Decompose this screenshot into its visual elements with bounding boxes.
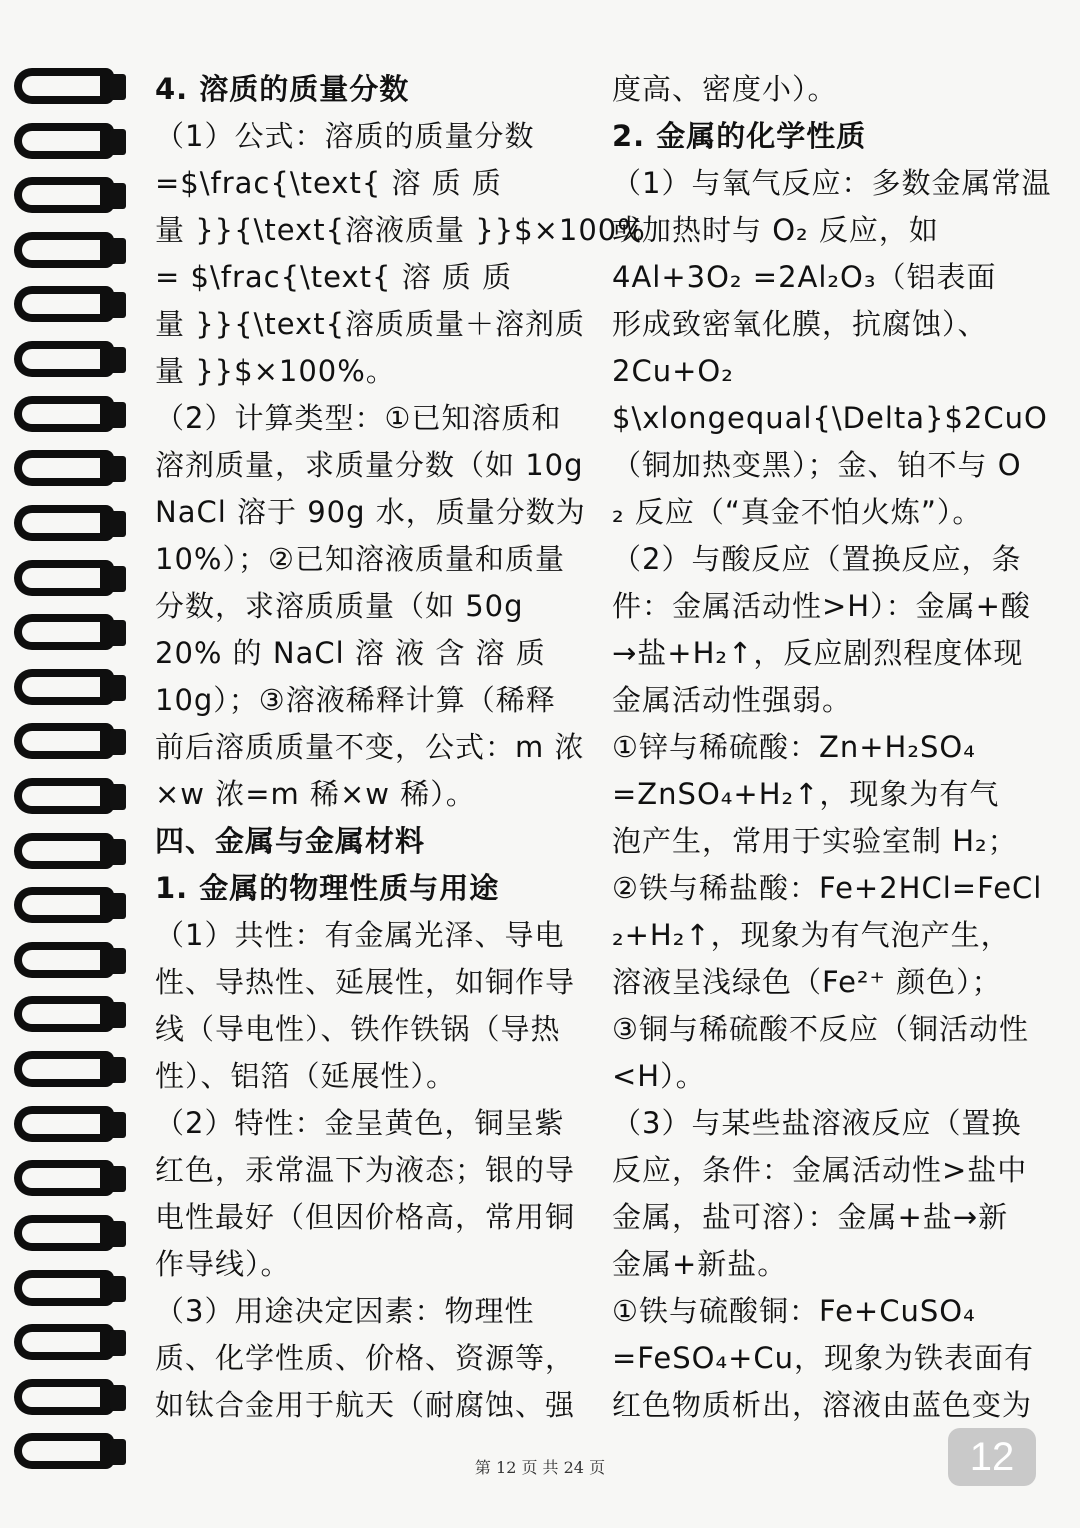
text-line: 作导线）。: [155, 1247, 291, 1281]
binding-ring: [8, 883, 126, 929]
text-line: 性、导热性、延展性，如铜作导: [155, 965, 576, 999]
binding-ring: [8, 1320, 126, 1366]
text-line: $\xlongequal{\Delta}$2CuO: [612, 401, 1048, 435]
text-line: 前后溶质质量不变，公式：m 浓: [155, 730, 585, 764]
text-line: →盐+H₂↑，反应剧烈程度体现: [612, 636, 1024, 670]
text-line: 量 }}{\text{溶液质量 }}$×100%: [155, 213, 646, 247]
text-line: （3）用途决定因素：物理性: [155, 1294, 535, 1328]
text-line: 形成致密氧化膜，抗腐蚀）、: [612, 307, 988, 341]
binding-ring: [8, 64, 126, 110]
text-line: ×w 浓=m 稀×w 稀）。: [155, 777, 476, 811]
text-line: （2）与酸反应（置换反应，条: [612, 542, 1022, 576]
page-number-badge: 12: [948, 1428, 1036, 1486]
text-line: 件：金属活动性>H）：金属+酸: [612, 589, 1031, 623]
section-heading: 2. 金属的化学性质: [612, 119, 867, 153]
binding-ring: [8, 829, 126, 875]
text-line: 质、化学性质、价格、资源等，: [155, 1341, 576, 1375]
binding-ring: [8, 501, 126, 547]
text-line: 反应，条件：金属活动性>盐中: [612, 1153, 1028, 1187]
text-line: 量 }}$×100%。: [155, 354, 396, 388]
text-line: （铜加热变黑）；金、铂不与 O: [612, 448, 1022, 482]
binding-ring: [8, 938, 126, 984]
binding-ring: [8, 1375, 126, 1421]
text-line: 度高、密度小）。: [612, 72, 838, 106]
text-line: NaCl 溶于 90g 水，质量分数为: [155, 495, 586, 529]
binding-ring: [8, 556, 126, 602]
text-line: <H）。: [612, 1059, 706, 1093]
text-line: ₂ 反应（“真金不怕火炼”）。: [612, 495, 983, 529]
binding-ring: [8, 1102, 126, 1148]
text-line: 量 }}{\text{溶质质量＋溶剂质: [155, 307, 586, 341]
binding-ring: [8, 1266, 126, 1312]
binding-ring: [8, 665, 126, 711]
text-line: = $\frac{\text{ 溶 质 质: [155, 260, 513, 294]
binding-ring: [8, 774, 126, 820]
binding-ring: [8, 119, 126, 165]
text-line: （1）共性：有金属光泽、导电: [155, 918, 565, 952]
binding-ring: [8, 1047, 126, 1093]
binding-ring: [8, 446, 126, 492]
text-line: 2Cu+O₂: [612, 354, 734, 388]
section-heading: 四、金属与金属材料: [155, 824, 426, 858]
text-line: （1）与氧气反应：多数金属常温: [612, 166, 1052, 200]
text-line: 金属活动性强弱。: [612, 683, 853, 717]
text-line: ①铁与硫酸铜：Fe+CuSO₄: [612, 1294, 976, 1328]
binding-ring: [8, 282, 126, 328]
binding-ring: [8, 228, 126, 274]
text-line: =$\frac{\text{ 溶 质 质: [155, 166, 502, 200]
text-line: ②铁与稀盐酸：Fe+2HCl=FeCl: [612, 871, 1043, 905]
text-line: ①锌与稀硫酸：Zn+H₂SO₄: [612, 730, 976, 764]
text-line: 或加热时与 O₂ 反应，如: [612, 213, 939, 247]
binding-ring: [8, 1211, 126, 1257]
binding-ring: [8, 173, 126, 219]
binding-ring: [8, 337, 126, 383]
text-line: 线（导电性）、铁作铁锅（导热: [155, 1012, 561, 1046]
binding-ring: [8, 719, 126, 765]
right-text-column: [612, 66, 1052, 1429]
page-footer: 第 12 页 共 24 页: [474, 1458, 606, 1477]
binding-ring: [8, 992, 126, 1038]
text-line: （2）计算类型：①已知溶质和: [155, 401, 562, 435]
text-line: 红色，汞常温下为液态；银的导: [155, 1153, 576, 1187]
text-line: 溶剂质量，求质量分数（如 10g: [155, 448, 584, 482]
section-heading: 4. 溶质的质量分数: [155, 72, 410, 106]
text-line: 分数，求溶质质量（如 50g: [155, 589, 524, 623]
text-line: =FeSO₄+Cu，现象为铁表面有: [612, 1341, 1035, 1375]
text-line: 红色物质析出，溶液由蓝色变为: [612, 1388, 1033, 1422]
text-line: ₂+H₂↑，现象为有气泡产生，: [612, 918, 1011, 952]
binding-ring: [8, 1156, 126, 1202]
text-line: ③铜与稀硫酸不反应（铜活动性: [612, 1012, 1029, 1046]
text-line: （3）与某些盐溶液反应（置换: [612, 1106, 1022, 1140]
text-line: （1）公式：溶质的质量分数: [155, 119, 535, 153]
text-line: 10%）；②已知溶液质量和质量: [155, 542, 565, 576]
text-line: 如钛合金用于航天（耐腐蚀、强: [155, 1388, 576, 1422]
spiral-binding: [0, 60, 140, 1480]
text-line: =ZnSO₄+H₂↑，现象为有气: [612, 777, 1000, 811]
text-line: 性）、铝箔（延展性）。: [155, 1059, 457, 1093]
text-line: 电性最好（但因价格高，常用铜: [155, 1200, 576, 1234]
text-line: 10g）；③溶液稀释计算（稀释: [155, 683, 556, 717]
text-line: （2）特性：金呈黄色，铜呈紫: [155, 1106, 565, 1140]
text-line: 20% 的 NaCl 溶 液 含 溶 质: [155, 636, 546, 670]
binding-ring: [8, 610, 126, 656]
section-heading: 1. 金属的物理性质与用途: [155, 871, 500, 905]
binding-ring: [8, 392, 126, 438]
left-text-column: [155, 66, 646, 1429]
text-line: 金属，盐可溶）：金属+盐→新: [612, 1200, 1009, 1234]
text-line: 4Al+3O₂ =2Al₂O₃（铝表面: [612, 260, 997, 294]
text-line: 泡产生，常用于实验室制 H₂；: [612, 824, 1018, 858]
text-line: 溶液呈浅绿色（Fe²⁺ 颜色）；: [612, 965, 1002, 999]
text-line: 金属+新盐。: [612, 1247, 788, 1281]
